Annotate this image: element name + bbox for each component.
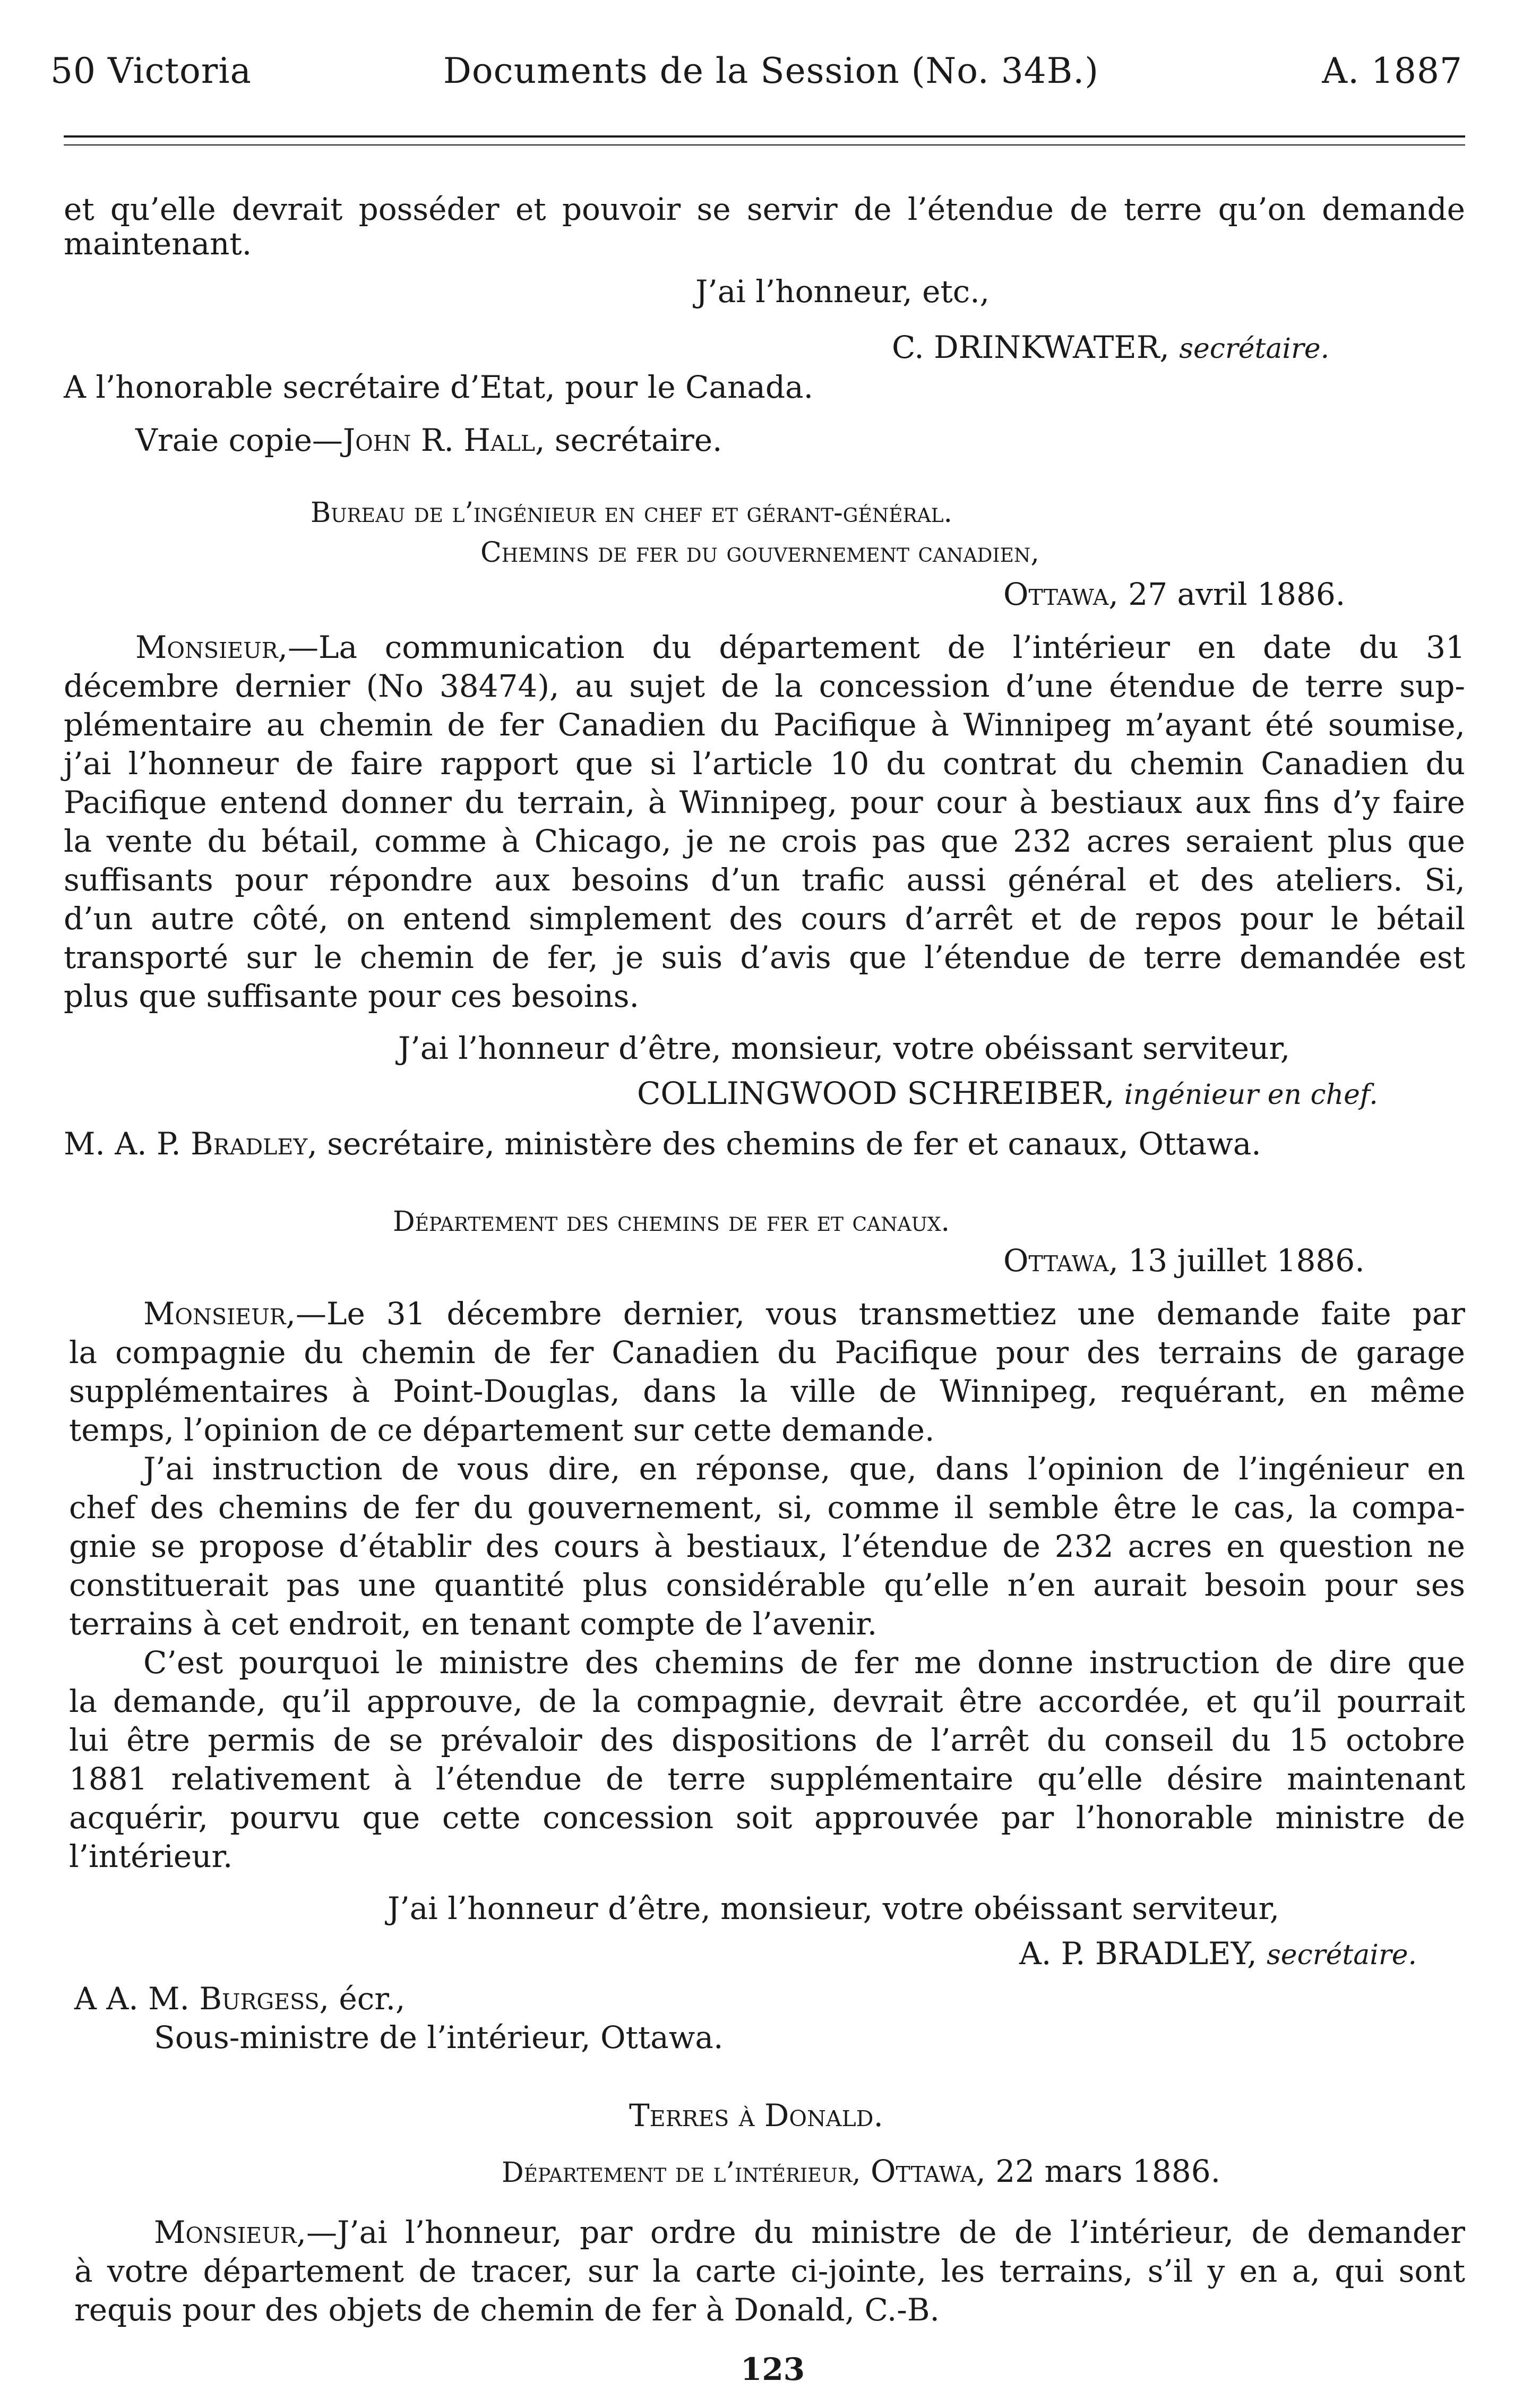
page-number: 123	[741, 2351, 805, 2387]
body-line: lui être permis de se prévaloir des dispositions de l’arrêt du conseil du 15 octobre	[69, 1722, 1465, 1758]
addressee-prefix: A A. M.	[74, 1981, 200, 2017]
salutation: Monsieur,	[135, 629, 288, 665]
closing-line: J’ai l’honneur d’être, monsieur, votre obéissant serviteur,	[388, 1890, 1280, 1926]
body-line: C’est pourquoi le ministre des chemins de fer me donne instruction de dire que	[143, 1644, 1465, 1681]
body-line: 1881 relativement à l’étendue de terre supplémentaire qu’elle désire maintenant	[69, 1761, 1465, 1797]
header-right: A. 1887	[1322, 50, 1462, 91]
body-line: maintenant.	[64, 226, 252, 262]
heading-date: 22 mars 1886.	[985, 2153, 1221, 2189]
body-line: et qu’elle devrait posséder et pouvoir se servir de l’étendue de terre qu’on demande	[64, 191, 1465, 227]
signature-title: secrétaire.	[1179, 333, 1330, 365]
signature	[1019, 1935, 1417, 1972]
copy-name: John R. Hall	[342, 422, 536, 458]
body-line	[143, 1296, 1465, 1332]
addressee-name: Bradley	[191, 1126, 308, 1162]
body-line: décembre dernier (No 38474), au sujet de la concession d’une étendue de terre sup-	[64, 668, 1465, 704]
body-line: la vente du bétail, comme à Chicago, je ne crois pas que 232 acres seraient plus que	[64, 823, 1465, 859]
body-line: l’intérieur.	[69, 1838, 233, 1874]
body-line: gnie se propose d’établir des cours à bestiaux, l’étendue de 232 acres en question ne	[69, 1528, 1465, 1564]
closing-line: J’ai l’honneur, etc.,	[695, 273, 990, 310]
copy-prefix: Vraie copie—	[135, 422, 343, 458]
body-line	[135, 629, 1465, 665]
body-line	[154, 2214, 1465, 2250]
signature-name: COLLINGWOOD SCHREIBER,	[637, 1075, 1115, 1111]
body-line: suffisants pour répondre aux besoins d’un trafic aussi général et des ateliers. Si,	[64, 862, 1465, 898]
section-heading	[502, 2153, 1221, 2189]
signature-name: A. P. BRADLEY,	[1019, 1935, 1257, 1972]
header-left: 50 Victoria	[50, 50, 252, 91]
body-line: transporté sur le chemin de fer, je suis d’avis que l’étendue de terre demandée est	[64, 939, 1465, 975]
closing-line: J’ai l’honneur d’être, monsieur, votre obéissant serviteur,	[398, 1030, 1290, 1066]
heading-place: Ottawa,	[861, 2153, 986, 2189]
addressee-line2: Sous-ministre de l’intérieur, Ottawa.	[154, 2019, 724, 2055]
addressee-prefix: M. A. P.	[64, 1126, 191, 1162]
salutation: Monsieur,	[143, 1296, 296, 1332]
signature	[637, 1075, 1378, 1111]
signature-title: secrétaire.	[1267, 1939, 1417, 1971]
copy-suffix: , secrétaire.	[535, 422, 722, 458]
signature-name: C. DRINKWATER,	[892, 329, 1169, 365]
body-line: plus que suffisante pour ces besoins.	[64, 978, 639, 1014]
dateline	[1003, 576, 1346, 612]
addressee-rest: , secrétaire, ministère des chemins de fer et canaux, Ottawa.	[307, 1126, 1261, 1162]
body-line: Pacifique entend donner du terrain, à Winnipeg, pour cour à bestiaux aux fins d’y faire	[64, 784, 1465, 820]
signature-title: ingénieur en chef.	[1124, 1079, 1378, 1111]
addressee	[64, 1126, 1261, 1162]
body-line: supplémentaires à Point-Douglas, dans la ville de Winnipeg, requérant, en même	[69, 1373, 1465, 1409]
section-subheading: Chemins de fer du gouvernement canadien,	[480, 537, 1039, 569]
body-line: plémentaire au chemin de fer Canadien du Pacifique à Winnipeg m’ayant été soumise,	[64, 707, 1465, 743]
salutation: Monsieur,	[154, 2214, 306, 2250]
body-line-text: —La communication du département de l’intérieur en date du 31	[287, 629, 1465, 665]
section-heading: Département des chemins de fer et canaux.	[393, 1206, 950, 1238]
body-line: constituerait pas une quantité plus considérable qu’elle n’en aurait besoin pour ses	[69, 1567, 1465, 1603]
addressee-rest: , écr.,	[319, 1981, 406, 2017]
section-title: Terres à Donald.	[629, 2097, 883, 2134]
running-header	[50, 50, 1462, 98]
body-line: requis pour des objets de chemin de fer à Donald, C.-B.	[74, 2292, 940, 2328]
section-heading: Bureau de l’ingénieur en chef et gérant-général.	[311, 497, 953, 529]
body-line: terrains à cet endroit, en tenant compte de l’avenir.	[69, 1606, 877, 1642]
dateline-date: 13 juillet 1886.	[1118, 1243, 1365, 1279]
dateline-date: 27 avril 1886.	[1118, 576, 1346, 612]
body-line: la compagnie du chemin de fer Canadien du Pacifique pour des terrains de garage	[69, 1334, 1465, 1370]
body-line: acquérir, pourvu que cette concession soit approuvée par l’honorable ministre de	[69, 1800, 1465, 1836]
body-line: j’ai l’honneur de faire rapport que si l’article 10 du contrat du chemin Canadien du	[64, 746, 1465, 782]
body-line: chef des chemins de fer du gouvernement, si, comme il semble être le cas, la compa-	[69, 1489, 1465, 1526]
header-rule-thick	[64, 135, 1465, 138]
dateline	[1003, 1243, 1365, 1279]
body-line: temps, l’opinion de ce département sur cette demande.	[69, 1412, 935, 1448]
body-line-text: —Le 31 décembre dernier, vous transmettiez une demande faite par	[295, 1296, 1465, 1332]
body-line: d’un autre côté, on entend simplement des cours d’arrêt et de repos pour le bétail	[64, 901, 1465, 937]
addressee: A l’honorable secrétaire d’Etat, pour le Canada.	[64, 369, 814, 405]
dateline-place: Ottawa,	[1003, 576, 1119, 612]
heading-dept: Département de l’intérieur,	[502, 2157, 861, 2189]
signature	[892, 329, 1330, 365]
body-line: J’ai instruction de vous dire, en réponse, que, dans l’opinion de l’ingénieur en	[143, 1451, 1465, 1487]
dateline-place: Ottawa,	[1003, 1243, 1119, 1279]
addressee	[74, 1981, 406, 2017]
body-line: la demande, qu’il approuve, de la compagnie, devrait être accordée, et qu’il pourrait	[69, 1683, 1465, 1719]
true-copy-line	[135, 422, 722, 458]
header-center: Documents de la Session (No. 34B.)	[443, 50, 1099, 91]
addressee-name: Burgess	[199, 1981, 320, 2017]
header-rule-thin	[64, 144, 1465, 145]
body-line-text: —J’ai l’honneur, par ordre du ministre de de l’intérieur, de demander	[306, 2214, 1465, 2250]
body-line: à votre département de tracer, sur la carte ci-jointe, les terrains, s’il y en a, qui sont	[74, 2253, 1465, 2289]
